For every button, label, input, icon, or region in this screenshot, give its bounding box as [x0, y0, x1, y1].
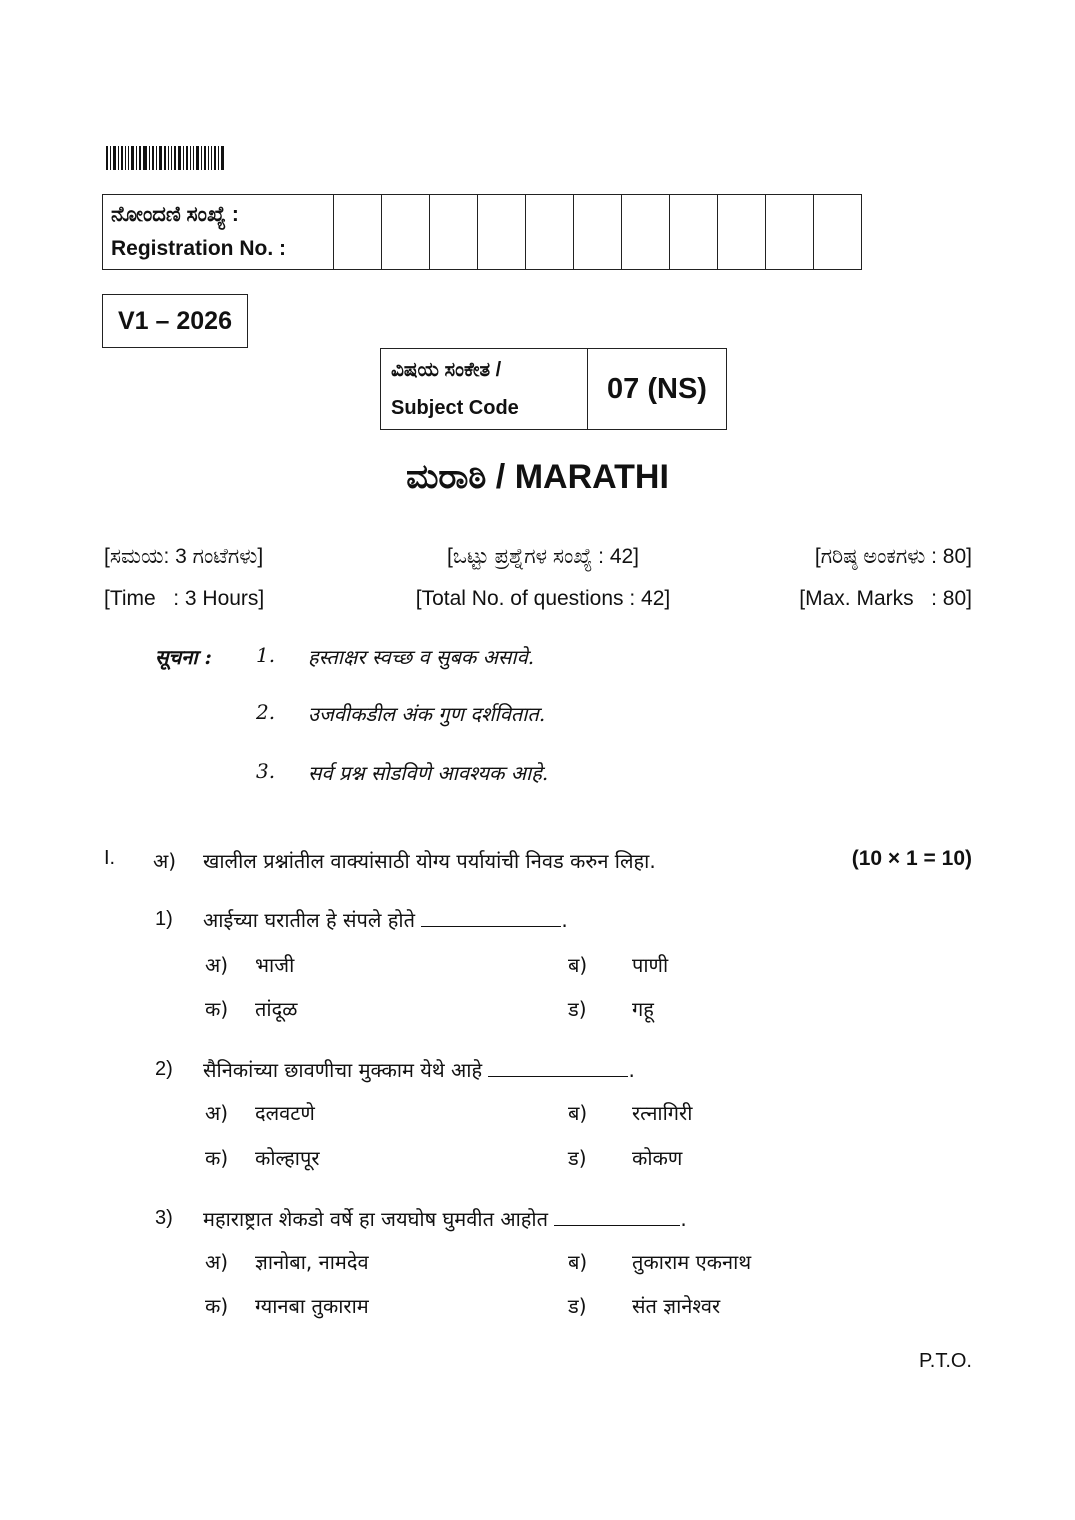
section-instruction: खालील प्रश्नांतील वाक्यांसाठी योग्य पर्यायांची निवड करुन लिहा. [203, 849, 656, 873]
option-text: संत ज्ञानेश्वर [632, 1294, 721, 1318]
registration-box[interactable] [718, 195, 766, 270]
option-label: ब) [568, 1101, 588, 1125]
option-text: ज्ञानोबा, नामदेव [255, 1250, 369, 1274]
option-text: ग्यानबा तुकाराम [255, 1294, 369, 1318]
question-text [203, 1056, 635, 1083]
registration-box[interactable] [574, 195, 622, 270]
option-label: ब) [568, 1250, 588, 1274]
version-box: V1 – 2026 [102, 294, 248, 348]
registration-box[interactable] [430, 195, 478, 270]
registration-box[interactable] [382, 195, 430, 270]
time-kannada: [ಸಮಯ: 3 ಗಂಟೆಗಳು] [104, 545, 264, 568]
subject-label-kannada: ವಿಷಯ ಸಂಕೇತ / [391, 359, 502, 381]
section-roman: I. [104, 847, 116, 869]
option-label: क) [205, 1294, 229, 1318]
option-label: क) [205, 1146, 229, 1170]
question-number: 1) [155, 908, 173, 930]
option-label: ड) [568, 1146, 587, 1170]
option-text: गहू [632, 997, 654, 1021]
registration-label-kannada: ನೋಂದಣಿ ಸಂಖ್ಯೆ : [111, 203, 239, 226]
option-text: कोकण [632, 1146, 683, 1170]
subject-code-value: 07 (NS) [588, 349, 727, 430]
question-end: . [680, 1207, 687, 1231]
pto-footer: P.T.O. [919, 1350, 972, 1372]
instruction-number: 2. [256, 700, 276, 724]
section-sub-label: अ) [153, 849, 177, 873]
option-text: दलवटणे [255, 1101, 315, 1125]
question-text [203, 906, 568, 933]
option-label: अ) [205, 953, 229, 977]
question-stem: आईच्या घरातील हे संपले होते [203, 908, 415, 932]
page-title: ಮರಾಠಿ / MARATHI [406, 458, 669, 496]
registration-box[interactable] [670, 195, 718, 270]
option-text: तुकाराम एकनाथ [632, 1250, 752, 1274]
question-stem: सैनिकांच्या छावणीचा मुक्काम येथे आहे [203, 1058, 483, 1082]
questions-kannada: [ಒಟ್ಟು ಪ್ರಶ್ನೆಗಳ ಸಂಖ್ಯೆ : 42] [446, 545, 640, 568]
registration-box[interactable] [334, 195, 382, 270]
registration-box[interactable] [526, 195, 574, 270]
registration-box[interactable] [814, 195, 862, 270]
barcode [106, 146, 248, 170]
instruction-text: उजवीकडील अंक गुण दर्शवितात. [308, 702, 546, 726]
instruction-text: हस्ताक्षर स्वच्छ व सुबक असावे. [308, 645, 535, 669]
question-number: 2) [155, 1058, 173, 1080]
registration-box[interactable] [478, 195, 526, 270]
option-text: तांदूळ [255, 997, 298, 1021]
option-text: कोल्हापूर [255, 1146, 320, 1170]
subject-label-english: Subject Code [391, 397, 519, 419]
instruction-number: 1. [256, 643, 276, 667]
registration-label [103, 195, 334, 270]
answer-blank[interactable] [421, 926, 561, 927]
marks-kannada: [ಗರಿಷ್ಠ ಅಂಕಗಳು : 80] [814, 545, 972, 568]
option-label: क) [205, 997, 229, 1021]
registration-box[interactable] [622, 195, 670, 270]
answer-blank[interactable] [554, 1225, 680, 1226]
subject-code-table [380, 348, 727, 430]
questions-english: [Total No. of questions : 42] [415, 587, 671, 610]
option-text: रत्नागिरी [632, 1101, 693, 1125]
time-english: [Time : 3 Hours] [104, 587, 265, 610]
option-text: पाणी [632, 953, 669, 977]
option-label: ड) [568, 997, 587, 1021]
option-label: अ) [205, 1101, 229, 1125]
answer-blank[interactable] [488, 1076, 628, 1077]
question-stem: महाराष्ट्रात शेकडो वर्षे हा जयघोष घुमवीत आहोत [203, 1207, 548, 1231]
subject-code-label [381, 349, 588, 430]
option-label: अ) [205, 1250, 229, 1274]
option-label: ड) [568, 1294, 587, 1318]
registration-label-english: Registration No. : [111, 237, 287, 260]
instruction-text: सर्व प्रश्न सोडविणे आवश्यक आहे. [308, 761, 549, 785]
question-end: . [561, 908, 568, 932]
marks-english: [Max. Marks : 80] [799, 587, 972, 610]
option-label: ब) [568, 953, 588, 977]
section-marks: (10 × 1 = 10) [851, 847, 972, 870]
registration-box[interactable] [766, 195, 814, 270]
instruction-number: 3. [256, 759, 276, 783]
registration-table [102, 194, 862, 270]
question-number: 3) [155, 1207, 173, 1229]
option-text: भाजी [255, 953, 295, 977]
question-end: . [628, 1058, 635, 1082]
question-text [203, 1205, 687, 1232]
instructions-heading: सूचना : [155, 645, 212, 669]
